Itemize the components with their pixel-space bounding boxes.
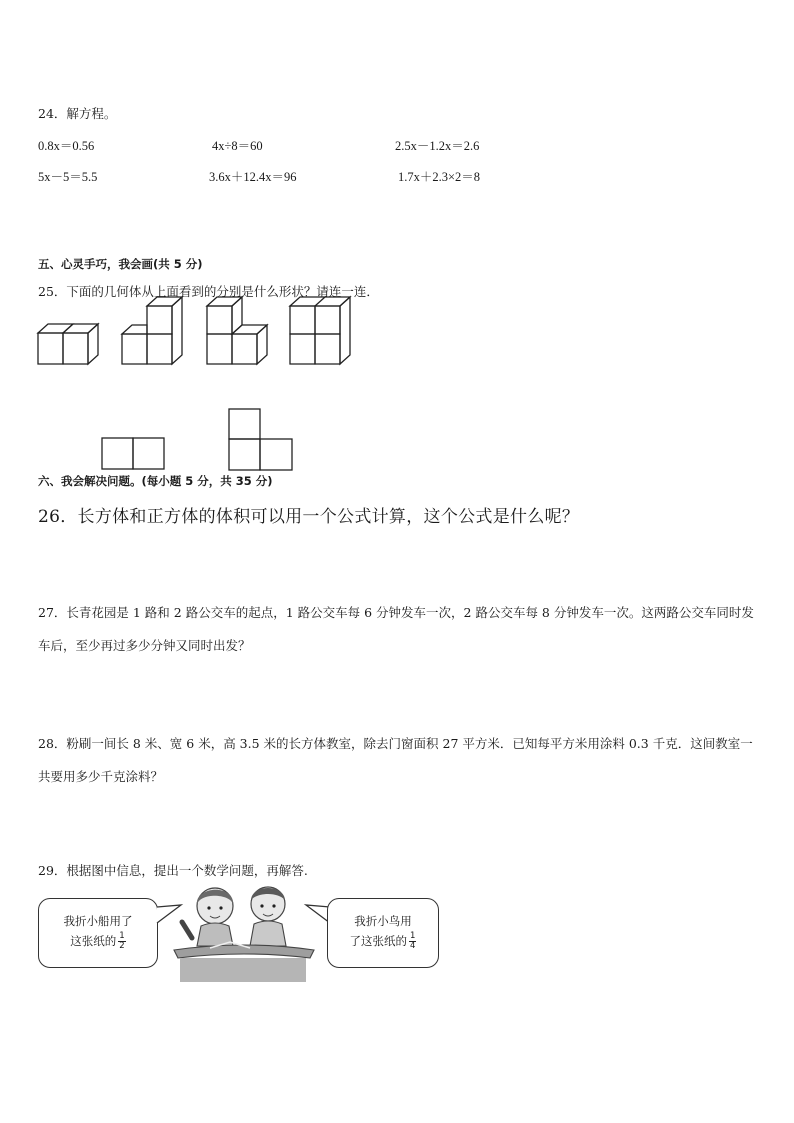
q29-text: 29．根据图中信息，提出一个数学问题，再解答. — [38, 863, 308, 878]
section-5-title: 五、心灵手巧，我会画(共 5 分) — [38, 257, 203, 271]
top-view-shape-2 — [229, 409, 295, 473]
bubble-right-line2: 了这张纸的 $\frac{1}{4}$ — [349, 931, 416, 951]
bubble-right-line1: 我折小鸟用 — [354, 914, 412, 928]
equation: 1.7x＋2.3×2＝8 — [398, 170, 481, 184]
bubble-left-line2: 这张纸的 $\frac{1}{2}$ — [70, 931, 125, 951]
fraction-numerator: 1 — [119, 931, 125, 941]
q25-text: 25．下面的几何体从上面看到的分别是什么形状？请连一连． — [38, 284, 379, 299]
fraction-denominator: 4 — [410, 941, 416, 951]
equation: 3.6x＋12.4x＝96 — [209, 170, 297, 184]
children-at-table-illustration — [170, 878, 318, 984]
cube-figure-1 — [38, 323, 102, 367]
equation: 5x－5＝5.5 — [38, 170, 98, 184]
fraction-denominator: 2 — [119, 941, 125, 951]
equation: 4x÷8＝60 — [212, 139, 263, 153]
section-6-title: 六、我会解决问题。(每小题 5 分，共 35 分) — [38, 474, 273, 488]
cube-figure-3 — [207, 306, 271, 368]
q26-text: 26．长方体和正方体的体积可以用一个公式计算，这个公式是什么呢？ — [38, 507, 580, 527]
cube-figure-4 — [290, 306, 354, 368]
top-view-shape-1 — [102, 438, 166, 472]
speech-bubble-left — [38, 898, 158, 968]
equation: 2.5x－1.2x＝2.6 — [395, 139, 480, 153]
q24-title: 24．解方程。 — [38, 106, 117, 121]
q27-text: 27．长青花园是 1 路和 2 路公交车的起点，1 路公交车每 6 分钟发车一次，2 路公交车每 8 分钟发车一次。这两路公交车同时发车后，至少再过多少分钟又同时出发？ — [38, 605, 754, 653]
bubble-left-line1: 我折小船用了 — [63, 914, 133, 928]
fraction-numerator: 1 — [410, 931, 416, 941]
speech-bubble-right — [327, 898, 439, 968]
q28-text: 28．粉刷一间长 8 米、宽 6 米，高 3.5 米的长方体教室，除去门窗面积 27 平方米．已知每平方米用涂料 0.3 千克．这间教室一共要用多少千克涂料？ — [38, 736, 753, 784]
equation: 0.8x＝0.56 — [38, 139, 95, 153]
cube-figure-2 — [122, 306, 186, 368]
